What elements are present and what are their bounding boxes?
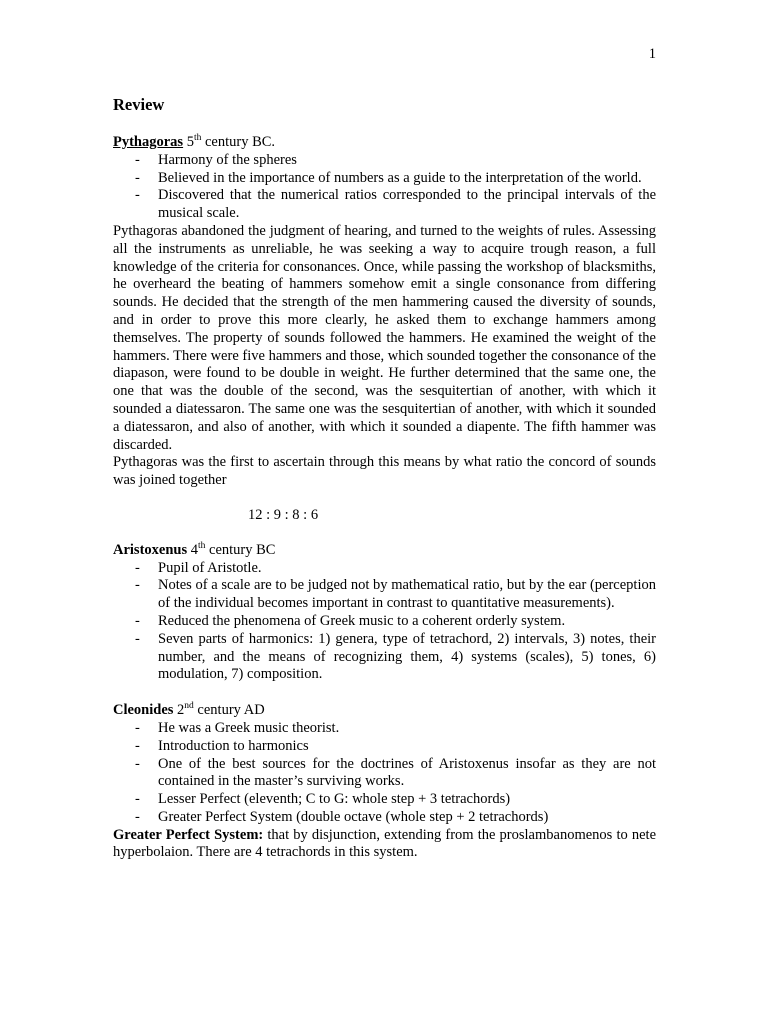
list-item: - One of the best sources for the doctrines of Aristoxenus insofar as they are not contained in the master’s surviving works. — [135, 755, 656, 790]
pythagoras-period-rest: century BC. — [201, 134, 276, 150]
pythagoras-name: Pythagoras — [113, 134, 184, 150]
gps-definition: that by disjunction, extending from the proslambanomenos to nete hyperbolaion. There are 4 tetrachords in this system. — [113, 826, 656, 861]
pythagoras-period-sup: th — [193, 133, 202, 143]
greater-perfect-system-paragraph — [113, 827, 656, 863]
list-item: - Reduced the phenomena of Greek music to a coherent orderly system. — [135, 612, 566, 629]
bullet-dash: - — [135, 169, 140, 186]
bullet-dash: - — [135, 187, 140, 204]
document-body — [113, 95, 656, 862]
list-item: - Pupil of Aristotle. — [135, 559, 262, 576]
bullet-dash: - — [135, 630, 140, 647]
ratio-line: 12 : 9 : 8 : 6 — [248, 506, 319, 523]
bullet-dash: - — [135, 559, 140, 576]
bullet-dash: - — [135, 755, 140, 772]
bullet-dash: - — [135, 719, 140, 736]
gps-term: Greater Perfect System: — [113, 826, 264, 843]
list-item: - Believed in the importance of numbers as a guide to the interpretation of the world. — [135, 169, 642, 186]
bullet-dash: - — [135, 737, 140, 754]
list-item: - Seven parts of harmonics: 1) genera, type of tetrachord, 2) intervals, 3) notes, their number, and the means of recognizing them, 4) systems (scales), 5) tones, 6) modulation, 7) composition. — [135, 630, 656, 683]
cleonides-bullets — [113, 720, 656, 827]
bullet-dash: - — [135, 577, 140, 594]
pythagoras-paragraph-ratio: Pythagoras was the first to ascertain through this means by what ratio the concord of sounds was joined together — [113, 454, 656, 489]
pythagoras-heading — [113, 134, 656, 152]
pythagoras-bullets — [113, 152, 656, 223]
cleonides-period-num: 2 — [177, 702, 185, 719]
pythagoras-paragraph-hammers: Pythagoras abandoned the judgment of hearing, and turned to the weights of rules. Assessing all the instruments as unreliable, he was seeking a way to acquire trough reason, a full knowledge of the criteria for consonances. Once, while passing the workshop of blacksmiths, he overheard the beating of hammers somehow emit a single consonance from differing sounds. He decided that the strength of the men hammering caused the diversity of sounds, and in order to prove this more clearly, he asked them to exchange hammers among themselves. The property of sounds followed the hammers. He examined the weight of the hammers. There were five hammers and those, which sounded together the consonance of the diapason, were found to be double in weight. He further determined that the same one, the one that was the double of the second, was the sesquitertian of another, with which it sounded a diatessaron. The same one was the sesquitertian of another, with which it sounded a diatessaron, and also of another, with which it sounded a diapente. The fifth hammer was discarded. — [113, 222, 656, 453]
aristoxenus-bullets — [113, 560, 656, 685]
list-item: - He was a Greek music theorist. — [135, 719, 340, 736]
pythagoras-period-num: 5 — [186, 134, 194, 150]
list-item: - Greater Perfect System (double octave (whole step + 2 tetrachords) — [135, 808, 549, 825]
cleonides-period-rest: century AD — [193, 702, 265, 719]
cleonides-name: Cleonides — [113, 702, 174, 719]
bullet-dash: - — [135, 791, 140, 808]
section-spacer — [113, 684, 656, 702]
bullet-dash: - — [135, 612, 140, 629]
bullet-dash: - — [135, 808, 140, 825]
aristoxenus-period-num: 4 — [190, 541, 198, 558]
cleonides-heading — [113, 702, 656, 720]
list-item: - Discovered that the numerical ratios corresponded to the principal intervals of the musical scale. — [135, 187, 656, 222]
page-number: 1 — [648, 46, 656, 62]
list-item: - Notes of a scale are to be judged not by mathematical ratio, but by the ear (perception of the individual becomes important in contrast to quantitative measurements). — [135, 577, 656, 612]
list-item: - Introduction to harmonics — [135, 737, 309, 754]
aristoxenus-period-rest: century BC — [205, 541, 276, 558]
list-item: - Lesser Perfect (eleventh; C to G: whole step + 3 tetrachords) — [135, 791, 511, 808]
page-title: Review — [113, 95, 165, 114]
aristoxenus-heading — [113, 542, 656, 560]
bullet-dash: - — [135, 151, 140, 168]
list-item: - Harmony of the spheres — [135, 151, 297, 168]
cleonides-period-sup: nd — [184, 701, 194, 712]
aristoxenus-name: Aristoxenus — [113, 541, 188, 558]
aristoxenus-period-sup: th — [198, 540, 206, 551]
